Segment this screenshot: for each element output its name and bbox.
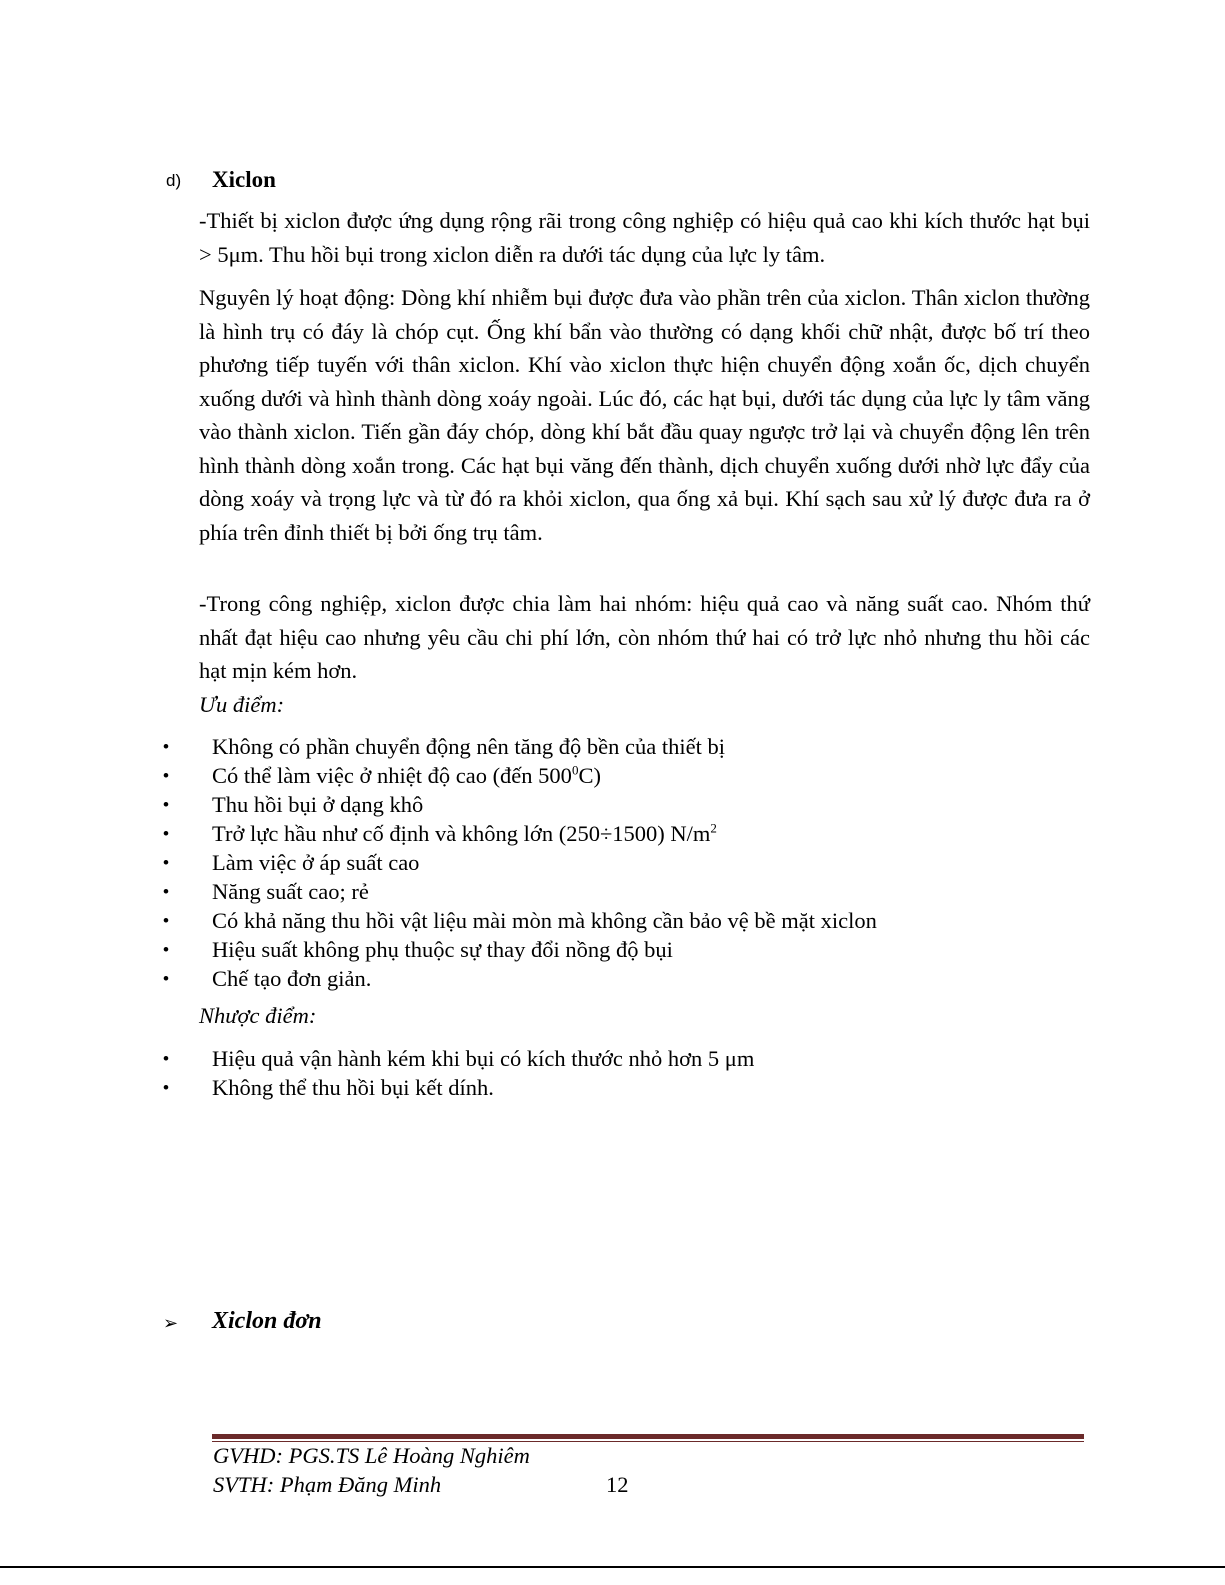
list-item-text: [212, 819, 717, 848]
bullet-icon: •: [163, 795, 169, 814]
list-item-text-main: Trở lực hầu như cố định và không lớn (250÷1500) N/m: [212, 821, 711, 846]
list-item-text: Hiệu quả vận hành kém khi bụi có kích thước nhỏ hơn 5 μm: [212, 1046, 755, 1071]
list-item-text: Không thể thu hồi bụi kết dính.: [212, 1075, 494, 1100]
list-item-text: Không có phần chuyển động nên tăng độ bền của thiết bị: [212, 734, 725, 759]
footer-student: SVTH: Phạm Đăng Minh: [213, 1472, 442, 1497]
list-item-text: Năng suất cao; rẻ: [212, 879, 369, 904]
paragraph-principle: Nguyên lý hoạt động: Dòng khí nhiễm bụi được đưa vào phần trên của xiclon. Thân xiclon thường là hình trụ có đáy là chóp cụt. Ống khí bẩn vào thường có dạng khối chữ nhật, được bố trí theo phương tiếp tuyến với thân xiclon. Khí vào xiclon thực hiện chuyển động xoắn ốc, dịch chuyển xuống dưới và hình thành dòng xoáy ngoài. Lúc đó, các hạt bụi, dưới tác dụng của lực ly tâm văng vào thành xiclon. Tiến gần đáy chóp, dòng khí bắt đầu quay ngược trở lại và chuyển động lên trên hình thành dòng xoắn trong. Các hạt bụi văng đến thành, dịch chuyển xuống dưới nhờ lực đẩy của dòng xoáy và trọng lực và từ đó ra khỏi xiclon, qua ống xả bụi. Khí sạch sau xử lý được đưa ra ở phía trên đỉnh thiết bị bởi ống trụ tâm.: [199, 285, 1090, 545]
list-item-text: [212, 761, 601, 790]
paragraph-groups: -Trong công nghiệp, xiclon được chia làm hai nhóm: hiệu quả cao và năng suất cao. Nhóm thứ nhất đạt hiệu cao nhưng yêu cầu chi phí lớn, còn nhóm thứ hai có trở lực nhỏ nhưng thu hồi các hạt mịn kém hơn.: [199, 591, 1090, 683]
list-item-text: Thu hồi bụi ở dạng khô: [212, 792, 424, 817]
list-item-text: Hiệu suất không phụ thuộc sự thay đổi nồng độ bụi: [212, 937, 673, 962]
advantages-list: [0, 732, 1225, 993]
subsection-title: Xiclon đơn: [212, 1308, 322, 1334]
list-item-text: Có khả năng thu hồi vật liệu mài mòn mà không cần bảo vệ bề mặt xiclon: [212, 908, 877, 933]
bullet-icon: •: [163, 882, 169, 901]
bullet-icon: •: [163, 766, 169, 785]
disadvantages-list: [0, 1044, 1225, 1102]
list-item: [0, 732, 1225, 761]
bullet-icon: •: [163, 969, 169, 988]
list-item: [0, 819, 1225, 848]
footer-rule: [212, 1434, 1084, 1439]
footer-advisor: GVHD: PGS.TS Lê Hoàng Nghiêm: [213, 1443, 530, 1468]
page-edge-line: [0, 1566, 1225, 1568]
bullet-icon: •: [163, 1049, 169, 1068]
list-item: [0, 761, 1225, 790]
page-number: 12: [606, 1472, 629, 1497]
paragraph-intro: -Thiết bị xiclon được ứng dụng rộng rãi trong công nghiệp có hiệu quả cao khi kích thước hạt bụi > 5μm. Thu hồi bụi trong xiclon diễn ra dưới tác dụng của lực ly tâm.: [199, 208, 1090, 267]
section-marker: d): [166, 171, 182, 190]
list-item-text: Chế tạo đơn giản.: [212, 966, 372, 991]
bullet-icon: •: [163, 824, 169, 843]
disadvantages-heading: Nhược điểm:: [199, 1003, 317, 1028]
list-item: [0, 848, 1225, 877]
list-item-text-main: Có thể làm việc ở nhiệt độ cao (đến 500: [212, 763, 572, 788]
list-item: [0, 1073, 1225, 1102]
bullet-icon: •: [163, 853, 169, 872]
bullet-icon: •: [163, 940, 169, 959]
bullet-icon: •: [163, 1078, 169, 1097]
list-item-text: Làm việc ở áp suất cao: [212, 850, 420, 875]
list-item-text-tail: C): [578, 763, 601, 788]
arrow-bullet-icon: ➢: [163, 1313, 179, 1334]
footer-rule-thin: [212, 1441, 1084, 1442]
superscript-degree: 0: [571, 762, 579, 778]
list-item: [0, 906, 1225, 935]
list-item: [0, 877, 1225, 906]
bullet-icon: •: [163, 737, 169, 756]
list-item: [0, 964, 1225, 993]
section-title: Xiclon: [212, 167, 276, 192]
list-item: [0, 935, 1225, 964]
list-item: [0, 790, 1225, 819]
list-item: [0, 1044, 1225, 1073]
advantages-heading: Ưu điểm:: [199, 692, 285, 717]
superscript-square: 2: [710, 820, 717, 836]
bullet-icon: •: [163, 911, 169, 930]
